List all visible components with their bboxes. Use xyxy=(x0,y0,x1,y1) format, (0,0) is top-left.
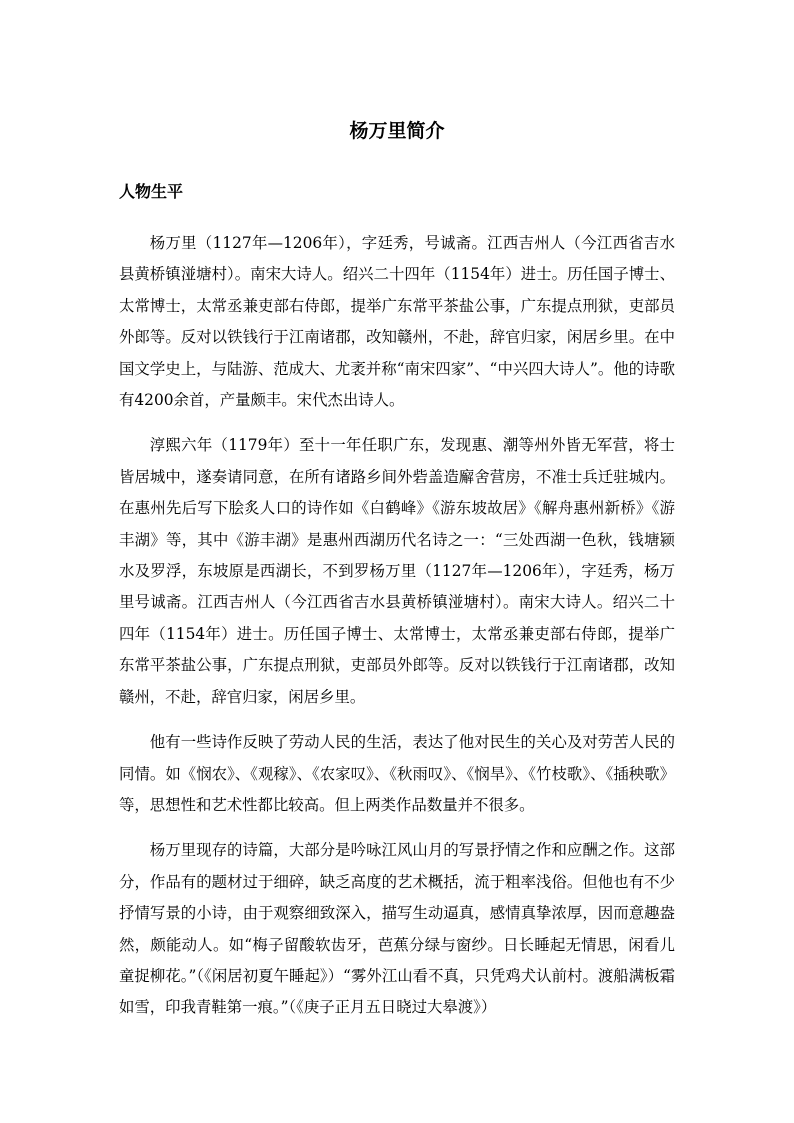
page-title: 杨万里简介 xyxy=(349,120,445,142)
paragraph-biography: 杨万里（1127年—1206年），字廷秀，号诚斋。江西吉州人（今江西省吉水县黄桥镇湴塘村）。南宋大诗人。绍兴二十四年（1154年）进士。历任国子博士、太常博士，太常丞兼吏部右侍郎，提举广东常平茶盐公事，广东提点刑狱，吏部员外郎等。反对以铁钱行于江南诸郡，改知赣州，不赴，辞官归家，闲居乡里。在中国文学史上，与陆游、范成大、尤袤并称“南宋四家”、“中兴四大诗人”。他的诗歌有4200余首，产量颇丰。宋代杰出诗人。 xyxy=(119,234,675,410)
paragraph-guangdong: 淳熙六年（1179年）至十一年任职广东，发现惠、潮等州外皆无军营，将士皆居城中，遂奏请同意，在所有诸路乡间外砦盖造廨舍营房，不准士兵迁驻城内。在惠州先后写下脍炙人口的诗作如《白鹤峰》《游东坡故居》《解舟惠州新桥》《游丰湖》等，其中《游丰湖》是惠州西湖历代名诗之一：“三处西湖一色秋，钱塘颍水及罗浮，东坡原是西湖长，不到罗杨万里（1127年—1206年），字廷秀，杨万里号诚斋。江西吉州人（今江西省吉水县黄桥镇湴塘村）。南宋大诗人。绍兴二十四年（1154年）进士。历任国子博士、太常博士，太常丞兼吏部右侍郎，提举广东常平茶盐公事，广东提点刑狱，吏部员外郎等。反对以铁钱行于江南诸郡，改知赣州，不赴，辞官归家，闲居乡里。 xyxy=(119,436,675,706)
paragraph-landscape-poems: 杨万里现存的诗篇，大部分是吟咏江风山月的写景抒情之作和应酬之作。这部分，作品有的题材过于细碎，缺乏高度的艺术概括，流于粗率浅俗。但他也有不少抒情写景的小诗，由于观察细致深入，描写生动逼真，感情真挚浓厚，因而意趣盎然，颇能动人。如“梅子留酸软齿牙，芭蕉分绿与窗纱。日长睡起无情思，闲看儿童捉柳花。”（《闲居初夏午睡起》）“雾外江山看不真，只凭鸡犬认前村。渡船满板霜如雪，印我青鞋第一痕。”（《庚子正月五日晓过大皋渡》） xyxy=(119,841,675,1017)
section-heading: 人物生平 xyxy=(119,182,184,201)
paragraph-labor-poems: 他有一些诗作反映了劳动人民的生活，表达了他对民生的关心及对劳苦人民的同情。如《悯农》、《观稼》、《农家叹》、《秋雨叹》、《悯旱》、《竹枝歌》、《插秧歌》等，思想性和艺术性都比较高。但上两类作品数量并不很多。 xyxy=(119,733,675,814)
document-body xyxy=(119,228,675,1038)
